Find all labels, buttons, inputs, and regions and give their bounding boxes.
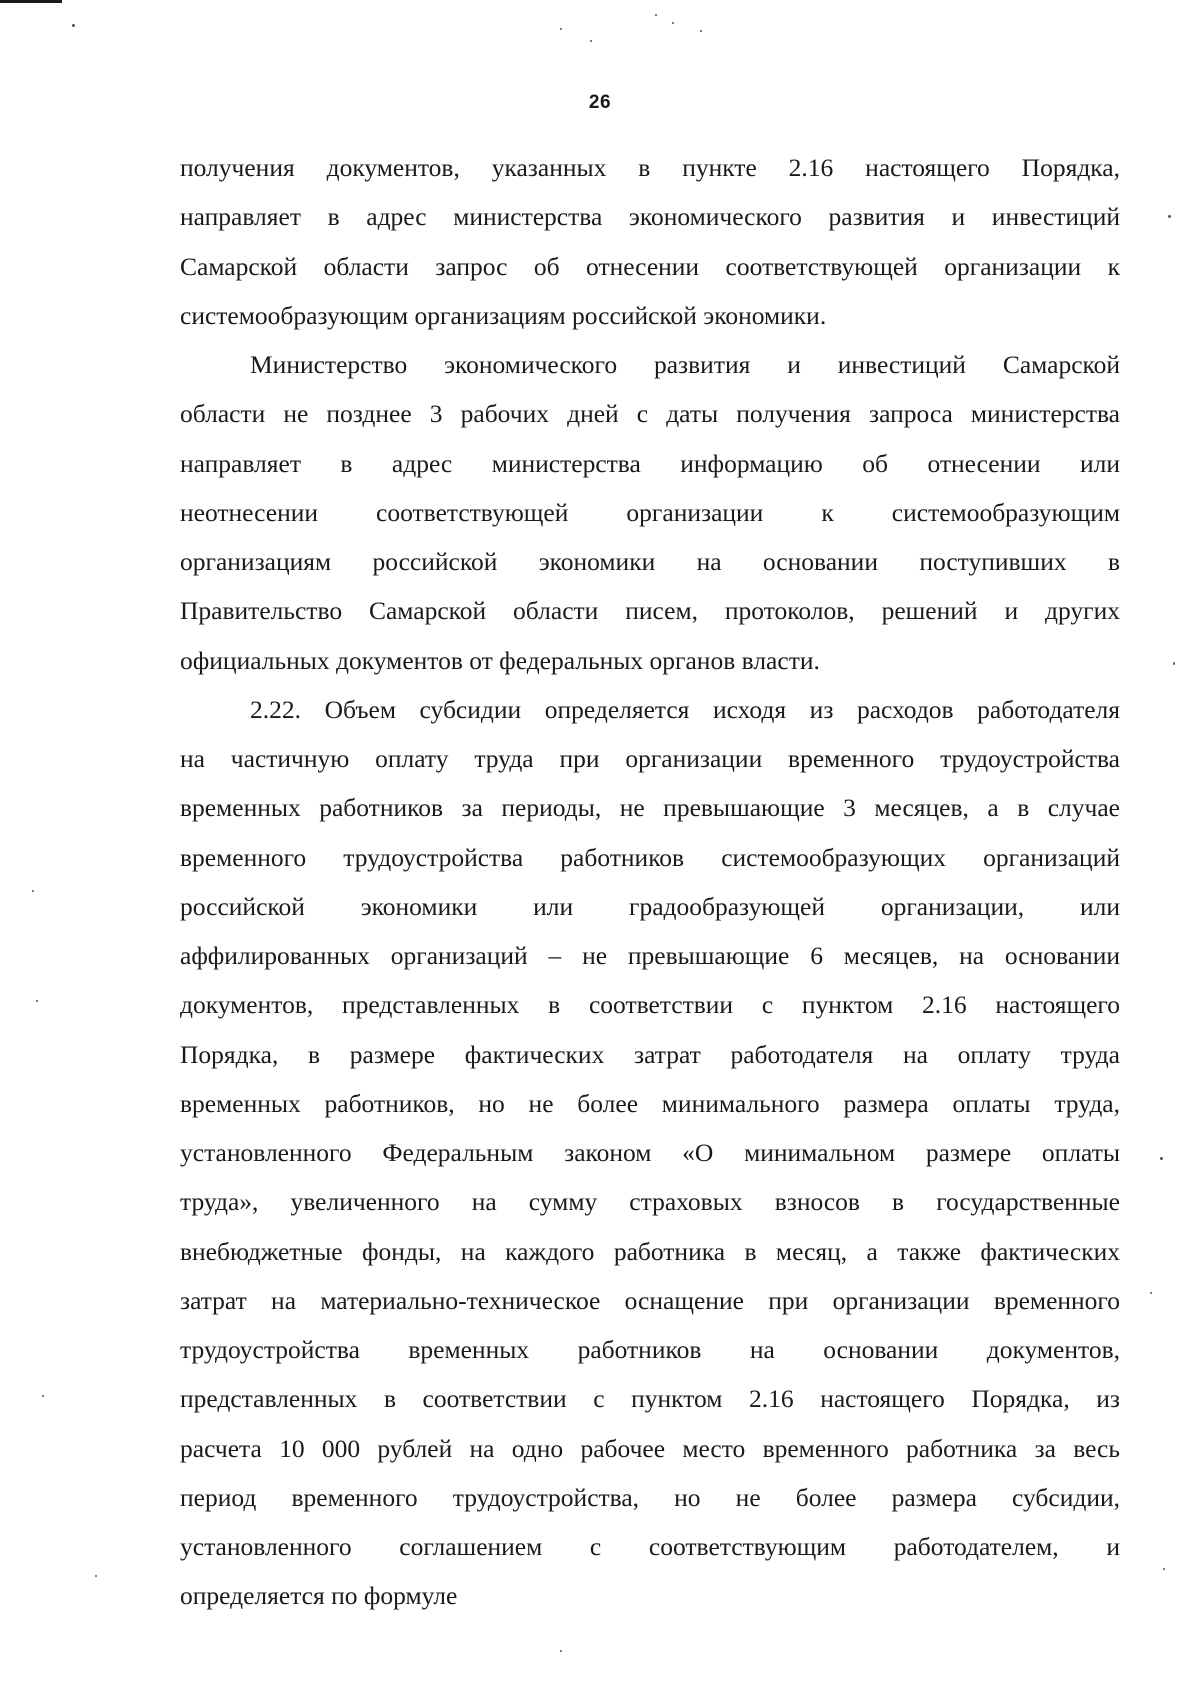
text-line: области не позднее 3 рабочих дней с даты получения запроса министерства [180, 399, 1120, 429]
scan-speck [655, 14, 657, 16]
text-line: определяется по формуле [180, 1581, 458, 1611]
text-line: период временного трудоустройства, но не более размера субсидии, [180, 1482, 1120, 1512]
scan-speck [1168, 215, 1171, 218]
text-line: представленных в соответствии с пунктом 2.16 настоящего Порядка, из [180, 1384, 1120, 1414]
scan-speck [672, 22, 674, 24]
scan-speck [560, 1650, 562, 1652]
text-line: установленного Федеральным законом «О минимальном размере оплаты [180, 1138, 1120, 1167]
scan-speck [1150, 1292, 1152, 1294]
scan-speck [1163, 1568, 1165, 1570]
text-line: Порядка, в размере фактических затрат работодателя на оплату труда [180, 1039, 1120, 1069]
text-line: российской экономики или градообразующей организации, или [180, 891, 1120, 921]
text-line: на частичную оплату труда при организации временного трудоустройства [180, 744, 1120, 773]
scan-speck [700, 30, 702, 32]
scan-speck [36, 1000, 38, 1002]
text-line: временных работников, но не более минимального размера оплаты труда, [180, 1088, 1120, 1118]
text-line: временных работников за периоды, не превышающие 3 месяцев, а в случае [180, 793, 1120, 823]
scan-speck [1173, 662, 1175, 665]
scan-speck [1160, 1157, 1163, 1160]
text-line: затрат на материально-техническое оснащение при организации временного [180, 1285, 1120, 1315]
text-line: труда», увеличенного на сумму страховых взносов в государственные [180, 1187, 1120, 1217]
text-line: организациям российской экономики на основании поступивших в [180, 547, 1120, 576]
text-line: 2.22. Объем субсидии определяется исходя из расходов работодателя [250, 694, 1120, 724]
scan-speck [560, 28, 562, 30]
text-line: временного трудоустройства работников системообразующих организаций [180, 842, 1120, 872]
scan-speck [95, 1575, 97, 1577]
page-number: 26 [588, 92, 612, 113]
body-text [180, 143, 1120, 1621]
text-line: Правительство Самарской области писем, протоколов, решений и других [180, 596, 1120, 626]
text-line: трудоустройства временных работников на основании документов, [180, 1335, 1120, 1364]
text-line: Самарской области запрос об отнесении соответствующей организации к [180, 251, 1120, 281]
text-line: внебюджетные фонды, на каждого работника в месяц, а также фактических [180, 1236, 1120, 1266]
text-line: официальных документов от федеральных органов власти. [180, 645, 820, 675]
text-line: установленного соглашением с соответствующим работодателем, и [180, 1532, 1120, 1561]
scan-speck [590, 40, 592, 42]
text-line: направляет в адрес министерства экономического развития и инвестиций [180, 202, 1120, 232]
scan-speck [42, 1395, 44, 1397]
text-line: системообразующим организациям российской экономики. [180, 300, 827, 330]
text-line: неотнесении соответствующей организации к системообразующим [180, 497, 1120, 527]
scan-speck [32, 890, 34, 892]
text-line: получения документов, указанных в пункте 2.16 настоящего Порядка, [180, 153, 1120, 182]
text-line: расчета 10 000 рублей на одно рабочее место временного работника за весь [180, 1433, 1120, 1463]
text-line: Министерство экономического развития и инвестиций Самарской [250, 350, 1120, 379]
text-line: направляет в адрес министерства информацию об отнесении или [180, 448, 1120, 478]
scan-edge-rule [0, 0, 62, 3]
text-line: аффилированных организаций – не превышающие 6 месяцев, на основании [180, 941, 1120, 970]
text-line: документов, представленных в соответствии с пунктом 2.16 настоящего [180, 990, 1120, 1020]
scan-speck [72, 24, 75, 27]
